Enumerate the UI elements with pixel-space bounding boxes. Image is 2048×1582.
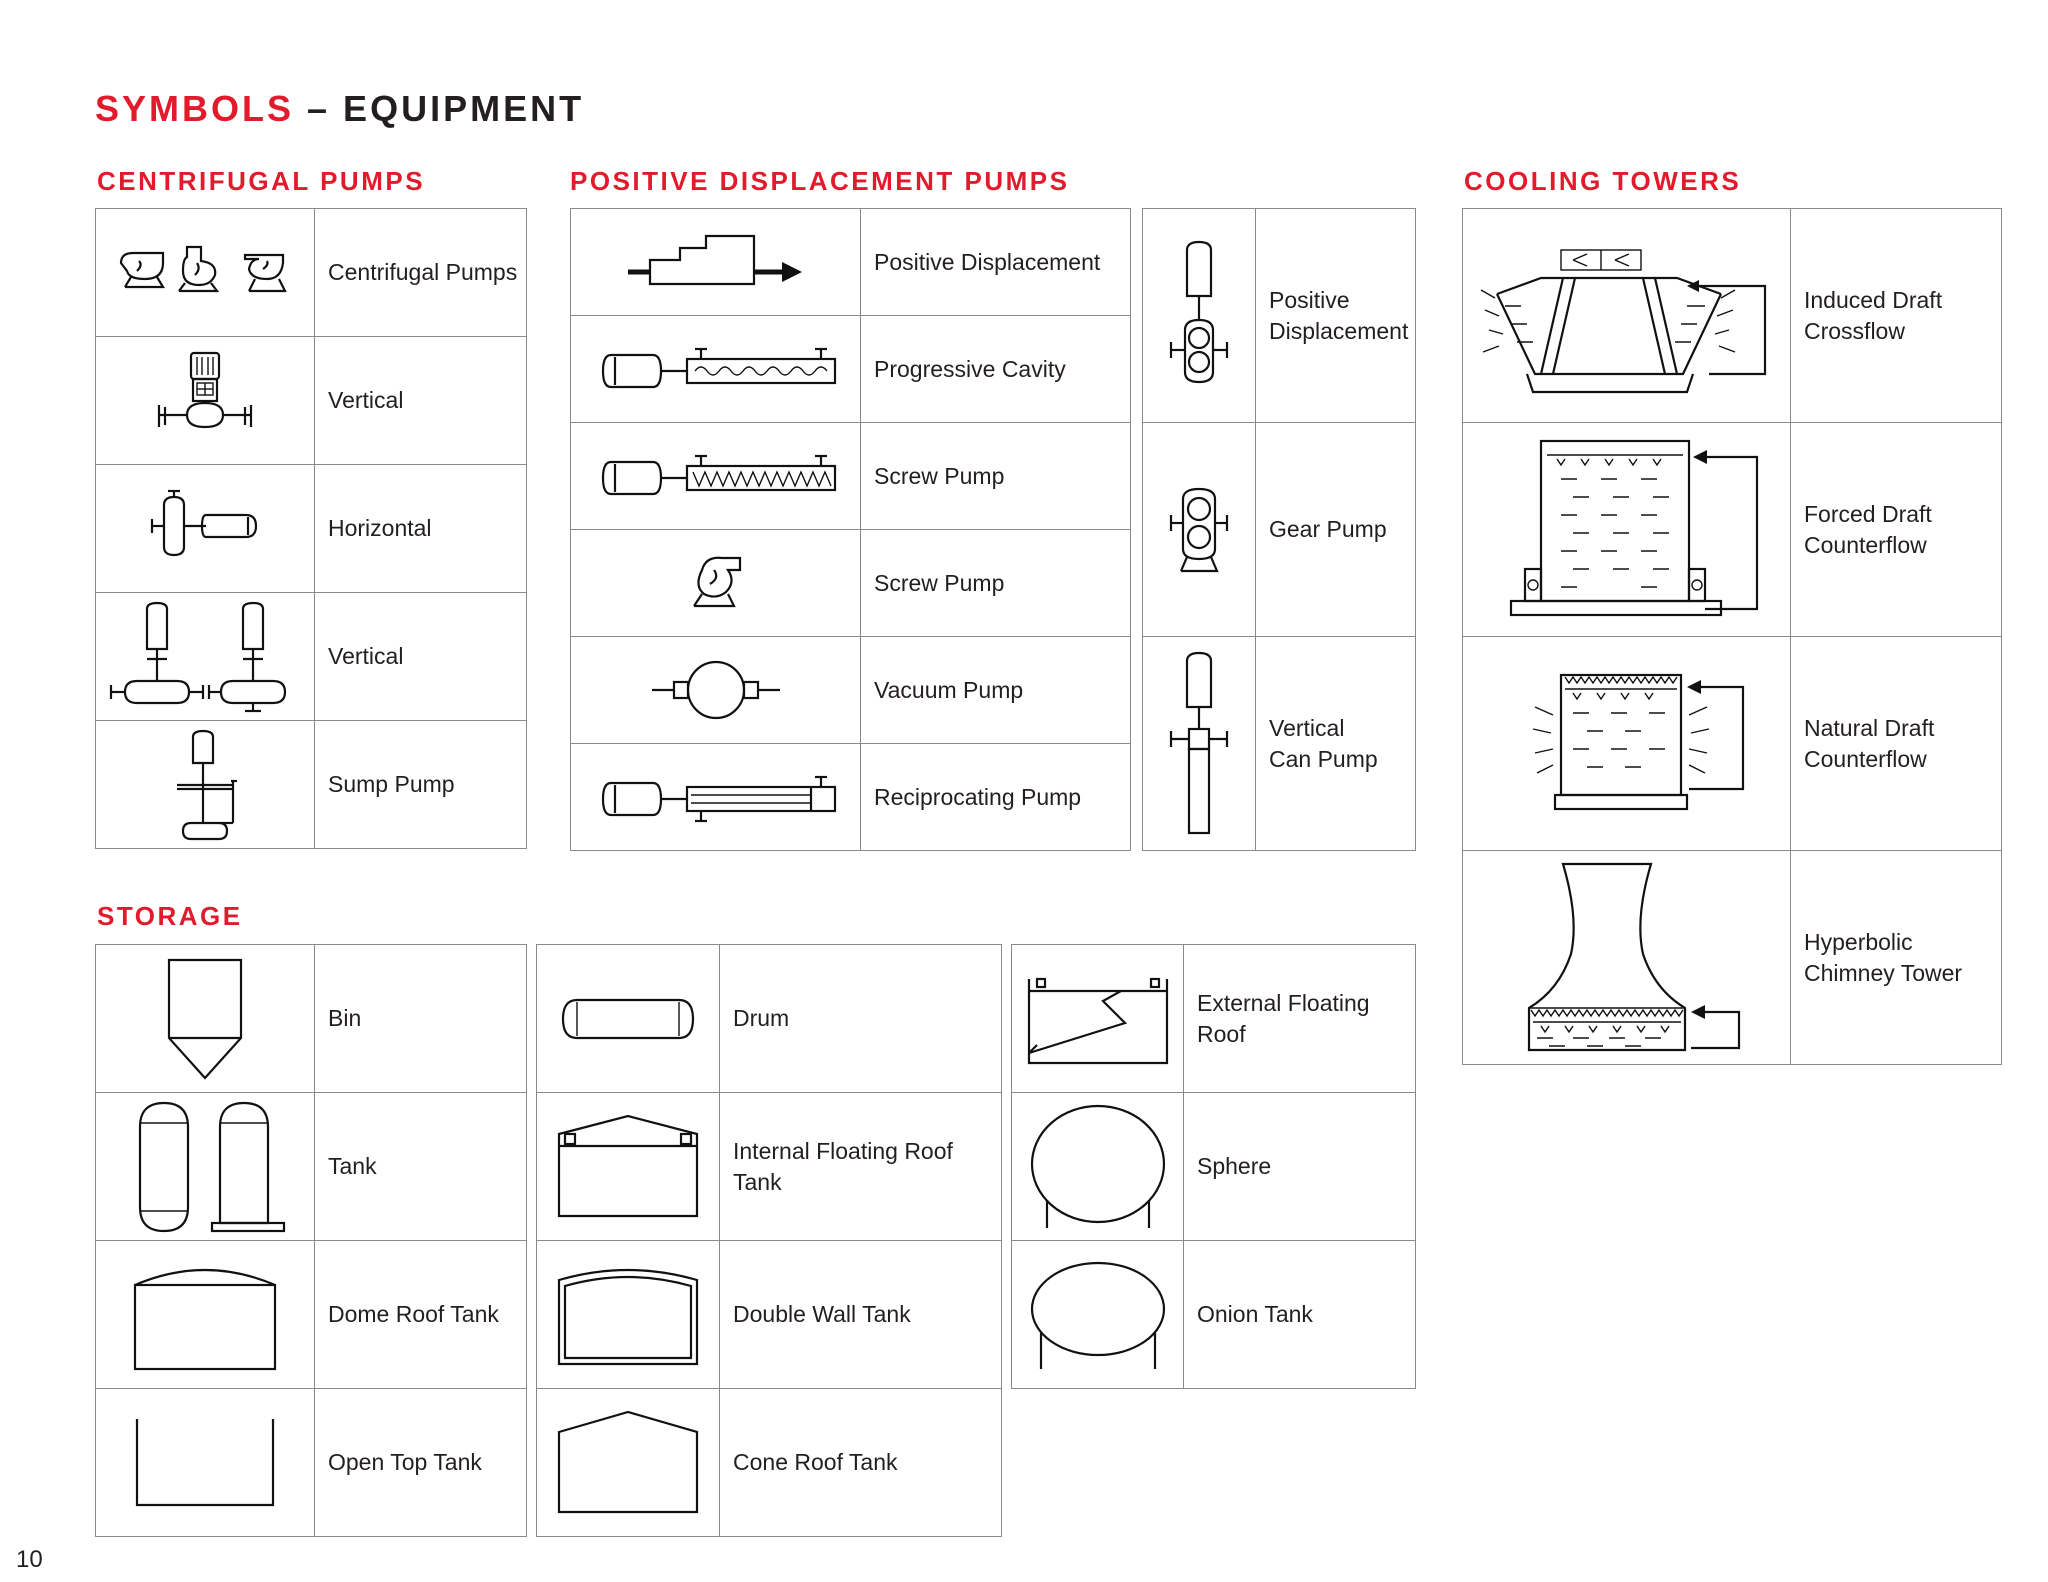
symbol-label: Progressive Cavity	[861, 316, 1131, 423]
symbol-cell	[537, 1389, 720, 1537]
symbol-label: Reciprocating Pump	[861, 744, 1131, 851]
symbol-row	[1463, 209, 2002, 423]
symbol-row	[537, 1389, 1002, 1537]
symbol-label: Gear Pump	[1256, 423, 1416, 637]
gear-pump-icon	[1159, 485, 1239, 575]
page-number: 10	[16, 1546, 43, 1573]
symbol-cell	[96, 1241, 315, 1389]
symbol-row	[1012, 945, 1416, 1093]
hyperbolic-chimney-tower-icon	[1477, 858, 1777, 1058]
symbol-cell	[1143, 209, 1256, 423]
symbol-cell	[1143, 637, 1256, 851]
symbol-row	[1143, 209, 1416, 423]
symbol-row	[96, 1093, 527, 1241]
symbol-row	[96, 337, 527, 465]
storage-table-col3	[1011, 944, 1416, 1389]
symbol-label: Screw Pump	[861, 530, 1131, 637]
symbol-cell	[571, 530, 861, 637]
symbol-cell	[96, 337, 315, 465]
external-floating-roof-icon	[1023, 969, 1173, 1069]
page-title	[95, 88, 584, 130]
symbol-label: Vertical Can Pump	[1256, 637, 1416, 851]
symbol-cell	[571, 423, 861, 530]
induced-draft-crossflow-icon	[1477, 236, 1777, 396]
symbol-cell	[96, 1389, 315, 1537]
centrifugal-pumps-table	[95, 208, 527, 849]
tank-icon	[120, 1097, 290, 1237]
section-heading-positive-displacement: POSITIVE DISPLACEMENT PUMPS	[570, 166, 1070, 196]
positive-displacement-vertical-icon	[1159, 236, 1239, 396]
symbol-label: Centrifugal Pumps	[315, 209, 527, 337]
symbol-row	[96, 945, 527, 1093]
symbol-cell	[571, 637, 861, 744]
cone-roof-tank-icon	[553, 1408, 703, 1518]
symbol-label: Bin	[315, 945, 527, 1093]
symbol-cell	[1463, 637, 1791, 851]
symbol-label: Screw Pump	[861, 423, 1131, 530]
symbol-cell	[537, 1241, 720, 1389]
symbol-row	[96, 1389, 527, 1537]
symbol-label: Vertical	[315, 337, 527, 465]
symbol-label: Tank	[315, 1093, 527, 1241]
symbol-cell	[96, 465, 315, 593]
symbol-cell	[1463, 209, 1791, 423]
symbol-row	[96, 209, 527, 337]
storage-table-col2	[536, 944, 1002, 1537]
double-wall-tank-icon	[553, 1260, 703, 1370]
vacuum-pump-icon	[646, 655, 786, 725]
symbol-cell	[1012, 1093, 1184, 1241]
symbol-cell	[537, 945, 720, 1093]
forced-draft-counterflow-icon	[1477, 435, 1777, 625]
symbol-label: Sump Pump	[315, 721, 527, 849]
symbol-cell	[1012, 945, 1184, 1093]
symbol-row	[1463, 423, 2002, 637]
progressive-cavity-icon	[591, 339, 841, 399]
symbol-label: Positive Displacement	[861, 209, 1131, 316]
screw-pump-icon	[676, 548, 756, 618]
symbol-row	[571, 744, 1131, 851]
symbol-cell	[1143, 423, 1256, 637]
symbol-row	[1143, 423, 1416, 637]
onion-tank-icon	[1023, 1255, 1173, 1375]
symbol-cell	[571, 744, 861, 851]
sump-pump-icon	[145, 727, 265, 843]
storage-table-col1	[95, 944, 527, 1537]
page-title-rest: – EQUIPMENT	[307, 88, 585, 129]
symbol-row	[537, 945, 1002, 1093]
symbol-label: Vacuum Pump	[861, 637, 1131, 744]
symbol-row	[571, 637, 1131, 744]
symbol-row	[571, 423, 1131, 530]
symbol-label: Natural Draft Counterflow	[1791, 637, 2002, 851]
internal-floating-roof-tank-icon	[553, 1112, 703, 1222]
screw-pump-horizontal-icon	[591, 446, 841, 506]
symbol-label: Onion Tank	[1184, 1241, 1416, 1389]
symbol-label: Hyperbolic Chimney Tower	[1791, 851, 2002, 1065]
positive-displacement-table	[570, 208, 1131, 851]
dome-roof-tank-icon	[125, 1255, 285, 1375]
symbol-cell	[96, 945, 315, 1093]
horizontal-pump-icon	[140, 489, 270, 569]
vertical-pump-icon	[105, 599, 305, 715]
symbol-row	[96, 721, 527, 849]
section-heading-centrifugal: CENTRIFUGAL PUMPS	[97, 166, 426, 196]
sphere-icon	[1023, 1102, 1173, 1232]
symbol-cell	[1012, 1241, 1184, 1389]
symbol-row	[1463, 637, 2002, 851]
symbol-label: Vertical	[315, 593, 527, 721]
bin-icon	[155, 954, 255, 1084]
symbol-row	[1012, 1093, 1416, 1241]
section-heading-cooling-towers: COOLING TOWERS	[1464, 166, 1742, 196]
centrifugal-pumps-icon	[105, 233, 305, 313]
page-title-highlight: SYMBOLS	[95, 88, 295, 129]
symbol-cell	[1463, 423, 1791, 637]
symbol-cell	[96, 721, 315, 849]
symbol-label: Cone Roof Tank	[720, 1389, 1002, 1537]
symbol-row	[571, 209, 1131, 316]
symbol-row	[1143, 637, 1416, 851]
symbol-row	[537, 1241, 1002, 1389]
positive-displacement-extra-table	[1142, 208, 1416, 851]
symbol-cell	[571, 209, 861, 316]
symbol-row	[96, 593, 527, 721]
symbol-cell	[571, 316, 861, 423]
symbol-row	[537, 1093, 1002, 1241]
symbol-cell	[1463, 851, 1791, 1065]
symbol-row	[1012, 1241, 1416, 1389]
symbol-cell	[96, 1093, 315, 1241]
symbol-label: Drum	[720, 945, 1002, 1093]
symbol-row	[96, 465, 527, 593]
symbol-label: Induced Draft Crossflow	[1791, 209, 2002, 423]
cooling-towers-table	[1462, 208, 2002, 1065]
symbol-label: Internal Floating Roof Tank	[720, 1093, 1002, 1241]
section-heading-storage: STORAGE	[97, 901, 243, 931]
natural-draft-counterflow-icon	[1477, 669, 1777, 819]
reciprocating-pump-icon	[591, 767, 841, 827]
symbol-label: External Floating Roof	[1184, 945, 1416, 1093]
symbol-label: Double Wall Tank	[720, 1241, 1002, 1389]
positive-displacement-icon	[616, 232, 816, 292]
symbol-row	[571, 530, 1131, 637]
vertical-can-pump-icon	[1159, 649, 1239, 839]
symbol-cell	[537, 1093, 720, 1241]
symbol-row	[1463, 851, 2002, 1065]
symbol-label: Open Top Tank	[315, 1389, 527, 1537]
vertical-inline-pump-icon	[145, 351, 265, 451]
symbol-label: Positive Displacement	[1256, 209, 1416, 423]
open-top-tank-icon	[125, 1413, 285, 1513]
symbol-row	[571, 316, 1131, 423]
symbol-label: Horizontal	[315, 465, 527, 593]
symbol-cell	[96, 209, 315, 337]
symbol-label: Sphere	[1184, 1093, 1416, 1241]
drum-icon	[553, 994, 703, 1044]
symbol-row	[96, 1241, 527, 1389]
symbol-label: Dome Roof Tank	[315, 1241, 527, 1389]
symbol-label: Forced Draft Counterflow	[1791, 423, 2002, 637]
symbol-cell	[96, 593, 315, 721]
